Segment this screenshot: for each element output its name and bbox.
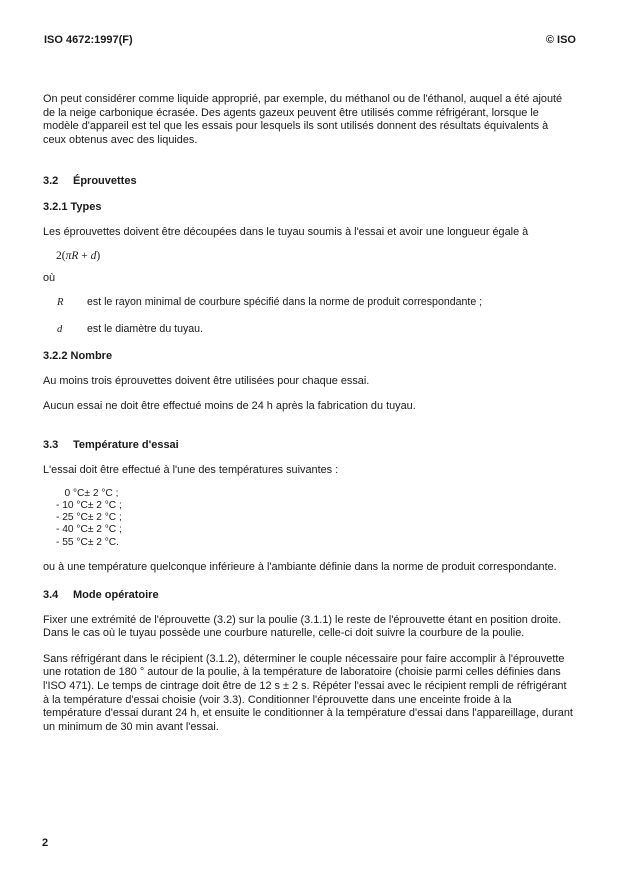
temperature-item: 0 °C± 2 °C ;: [56, 487, 119, 499]
section-number: 3.4: [43, 588, 59, 601]
definition-text: est le diamètre du tuyau.: [87, 323, 204, 336]
temperature-after: ou à une température quelconque inférieure à l'ambiante définie dans la norme de produit correspondante.: [43, 561, 557, 574]
temperature-list: [56, 488, 573, 549]
definition-r: [43, 296, 573, 310]
number-paragraph-2: Aucun essai ne doit être effectué moins de 24 h après la fabrication du tuyau.: [43, 400, 416, 413]
section-3-4-heading: [43, 588, 573, 602]
definition-text: est le rayon minimal de courbure spécifié dans la norme de produit correspondante ;: [87, 295, 483, 308]
section-3-2-2-heading: 3.2.2 Nombre: [43, 349, 113, 362]
procedure-paragraph-2: Sans réfrigérant dans le récipient (3.1.2), déterminer le couple nécessaire pour faire accomplir à l'éprouvette une rotation de 180 ° autour de la poulie, à la température de laboratoire (choisie parmi celles définies dans l'ISO 471). Le temps de cintrage doit être de 12 s ± 2 s. Répéter l'essai avec le récipient rempli de réfrigérant à la température d'essai choisie (voir 3.3). Conditionner l'éprouvette dans une enceinte froide à la température d'essai durant 24 h, et ensuite le conditionner à la température d'essai dans l'appareillage, durant un minimum de 30 min avant l'essai.: [43, 652, 573, 733]
formula-pi: π: [65, 249, 72, 262]
temperature-intro: L'essai doit être effectué à l'une des températures suivantes :: [43, 463, 339, 476]
formula-lead: 2(: [56, 249, 66, 262]
standard-reference: ISO 4672:1997(F): [44, 34, 133, 46]
section-title: Température d'essai: [73, 438, 179, 451]
page-number: 2: [42, 837, 49, 849]
section-3-2-heading: [43, 174, 573, 188]
section-title: Mode opératoire: [73, 588, 159, 601]
types-paragraph: Les éprouvettes doivent être découpées dans le tuyau soumis à l'essai et avoir une longueur égale à: [43, 226, 529, 239]
temperature-item: - 25 °C± 2 °C ;: [56, 512, 122, 524]
formula-r: R: [71, 249, 79, 262]
section-3-3-heading: [43, 438, 573, 452]
definition-d: [43, 323, 573, 337]
section-3-2-1-heading: 3.2.1 Types: [43, 201, 102, 214]
number-paragraph-1: Au moins trois éprouvettes doivent être utilisées pour chaque essai.: [43, 374, 370, 387]
copyright-mark: © ISO: [545, 34, 576, 46]
page-body: [43, 93, 573, 734]
formula-d: d: [90, 249, 97, 262]
section-number: 3.3: [43, 438, 59, 451]
temperature-item: - 10 °C± 2 °C ;: [56, 499, 122, 511]
definition-symbol: d: [57, 324, 63, 336]
formula-close: ): [96, 249, 101, 262]
temperature-item: - 40 °C± 2 °C ;: [56, 524, 122, 536]
section-number: 3.2: [43, 175, 59, 188]
procedure-paragraph-1: Fixer une extrémité de l'éprouvette (3.2) sur la poulie (3.1.1) le reste de l'éprouvette étant en position droite. Dans le cas où le tuyau possède une courbure naturelle, celle-ci doit suivre la courbure de la poulie.: [43, 613, 562, 640]
definition-symbol: R: [57, 296, 64, 308]
section-title: Éprouvettes: [73, 175, 137, 188]
formula-plus: +: [78, 249, 91, 262]
intro-paragraph: On peut considérer comme liquide approprié, par exemple, du méthanol ou de l'éthanol, auquel a été ajouté de la neige carbonique écrasée. Des agents gazeux peuvent être utilisés comme réfrigérant, lorsque le modèle d'appareil est tel que les essais pour lesquels ils sont utilisés donnent des résultats équivalents à ceux obtenus avec des liquides.: [43, 93, 563, 146]
temperature-item: - 55 °C± 2 °C.: [56, 536, 119, 548]
where-label: où: [43, 271, 56, 284]
length-formula: [56, 250, 573, 262]
